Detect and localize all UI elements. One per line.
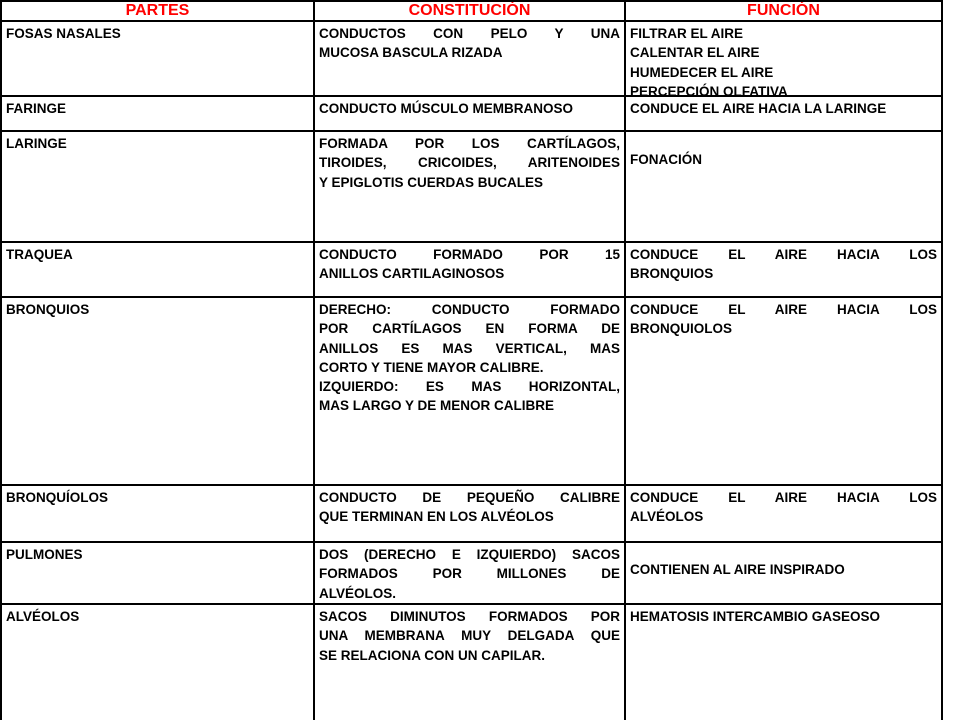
text-line: QUE TERMINAN EN LOS ALVÉOLOS xyxy=(319,509,554,525)
text-line: SACOS DIMINUTOS FORMADOS POR xyxy=(319,609,620,624)
text-line: BRONQUIOLOS xyxy=(630,321,733,337)
text-line: FONACIÓN xyxy=(630,152,702,167)
constitution-cell xyxy=(315,243,626,298)
constitution-cell xyxy=(315,298,626,486)
part-cell: TRAQUEA xyxy=(2,243,315,298)
constitution-cell xyxy=(315,543,626,605)
constitution-cell xyxy=(315,22,626,97)
text-line: IZQUIERDO: ES MAS HORIZONTAL, xyxy=(319,379,620,395)
text-line: CONDUCTO DE PEQUEÑO CALIBRE xyxy=(319,490,620,505)
text-line: HEMATOSIS INTERCAMBIO GASEOSO xyxy=(630,609,881,624)
text-line: MAS LARGO Y DE MENOR CALIBRE xyxy=(319,398,555,414)
text-line: CONDUCTO FORMADO POR 15 xyxy=(319,247,620,262)
constitution-cell xyxy=(315,132,626,243)
text-line: POR CARTÍLAGOS EN FORMA DE xyxy=(319,321,620,337)
constitution-cell xyxy=(315,605,626,720)
text-line: UNA MEMBRANA MUY DELGADA QUE xyxy=(319,628,620,644)
text-line: CONDUCE EL AIRE HACIA LOS xyxy=(630,247,937,262)
text-line: CONTIENEN AL AIRE INSPIRADO xyxy=(630,562,845,577)
text-line: ALVÉOLOS. xyxy=(319,585,397,601)
text-line: CONDUCE EL AIRE HACIA LA LARINGE xyxy=(630,101,887,116)
function-cell xyxy=(626,543,943,605)
part-cell: BRONQUIOS xyxy=(2,298,315,486)
text-line: DERECHO: CONDUCTO FORMADO xyxy=(319,302,620,317)
text-line: FORMADOS POR MILLONES DE xyxy=(319,566,620,582)
text-line: CONDUCE EL AIRE HACIA LOS xyxy=(630,302,937,317)
part-cell: BRONQUÍOLOS xyxy=(2,486,315,543)
text-line: FILTRAR EL AIRE xyxy=(630,26,743,41)
part-cell: FOSAS NASALES xyxy=(2,22,315,97)
constitution-cell xyxy=(315,486,626,543)
text-line: CONDUCE EL AIRE HACIA LOS xyxy=(630,490,937,505)
text-line: FORMADA POR LOS CARTÍLAGOS, xyxy=(319,136,620,151)
text-line: HUMEDECER EL AIRE xyxy=(630,64,774,80)
part-cell: FARINGE xyxy=(2,97,315,132)
function-cell xyxy=(626,605,943,720)
text-line: CONDUCTO MÚSCULO MEMBRANOSO xyxy=(319,101,573,116)
text-line: ANILLOS ES MAS VERTICAL, MAS xyxy=(319,340,620,356)
text-line: ALVÉOLOS xyxy=(630,509,704,525)
header-funcion: FUNCIÓN xyxy=(626,2,943,22)
header-partes: PARTES xyxy=(2,2,315,22)
part-cell: ALVÉOLOS xyxy=(2,605,315,720)
text-line: CORTO Y TIENE MAYOR CALIBRE. xyxy=(319,359,544,375)
function-cell xyxy=(626,97,943,132)
function-cell xyxy=(626,298,943,486)
text-line: BRONQUIOS xyxy=(630,266,714,282)
text-line: CONDUCTOS CON PELO Y UNA xyxy=(319,26,620,41)
text-line: ANILLOS CARTILAGINOSOS xyxy=(319,266,505,282)
header-constitucion: CONSTITUCIÓN xyxy=(315,2,626,22)
function-cell xyxy=(626,132,943,243)
text-line: SE RELACIONA CON UN CAPILAR. xyxy=(319,647,546,663)
part-cell: PULMONES xyxy=(2,543,315,605)
text-line: TIROIDES, CRICOIDES, ARITENOIDES xyxy=(319,155,620,171)
function-cell xyxy=(626,243,943,298)
text-line: DOS (DERECHO E IZQUIERDO) SACOS xyxy=(319,547,620,562)
text-line: MUCOSA BASCULA RIZADA xyxy=(319,45,503,61)
constitution-cell xyxy=(315,97,626,132)
function-cell xyxy=(626,22,943,97)
text-line: Y EPIGLOTIS CUERDAS BUCALES xyxy=(319,174,544,190)
part-cell: LARINGE xyxy=(2,132,315,243)
function-cell xyxy=(626,486,943,543)
text-line: CALENTAR EL AIRE xyxy=(630,45,760,61)
text-line: PERCEPCIÓN OLFATIVA xyxy=(630,83,788,97)
